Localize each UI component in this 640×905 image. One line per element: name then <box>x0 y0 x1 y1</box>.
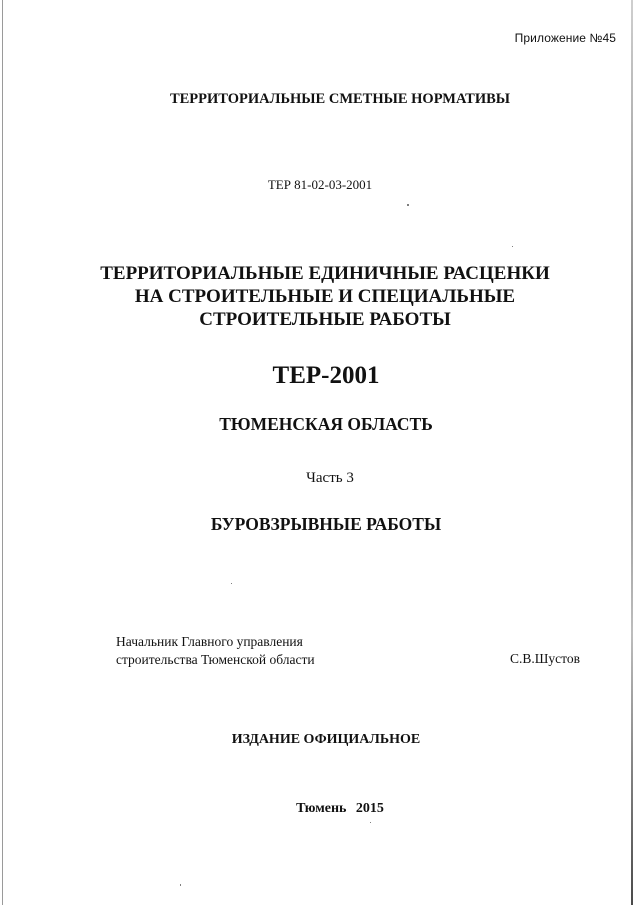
scan-speck <box>512 246 513 247</box>
edition-label: ИЗДАНИЕ ОФИЦИАЛЬНОЕ <box>231 732 421 747</box>
scan-speck <box>180 884 181 886</box>
main-title-line: СТРОИТЕЛЬНЫЕ РАБОТЫ <box>199 309 451 330</box>
document-code: ТЕР 81-02-03-2001 <box>267 177 373 192</box>
scan-edge-left <box>2 0 3 905</box>
main-title-line: НА СТРОИТЕЛЬНЫЕ И СПЕЦИАЛЬНЫЕ <box>134 286 516 307</box>
city-year: Тюмень 2015 <box>296 801 384 816</box>
scan-speck <box>407 204 409 206</box>
region-title: ТЮМЕНСКАЯ ОБЛАСТЬ <box>219 414 433 434</box>
part-number: Часть 3 <box>306 470 354 486</box>
work-type-title: БУРОВЗРЫВНЫЕ РАБОТЫ <box>210 514 442 534</box>
scan-edge-right <box>631 0 633 905</box>
main-title-line: ТЕРРИТОРИАЛЬНЫЕ ЕДИНИЧНЫЕ РАСЦЕНКИ <box>100 263 550 284</box>
scan-speck <box>370 822 371 823</box>
signatory-position-line: Начальник Главного управления <box>116 634 303 649</box>
signatory-position <box>116 633 315 669</box>
annex-number: Приложение №45 <box>514 31 616 45</box>
signatory-position-line: строительства Тюменской области <box>116 652 315 667</box>
norms-title: ТЕРРИТОРИАЛЬНЫЕ СМЕТНЫЕ НОРМАТИВЫ <box>169 91 511 107</box>
main-title <box>5 262 640 331</box>
signatory-name: С.В.Шустов <box>510 651 580 666</box>
ter-title: ТЕР-2001 <box>272 362 380 389</box>
scan-speck <box>231 583 232 584</box>
